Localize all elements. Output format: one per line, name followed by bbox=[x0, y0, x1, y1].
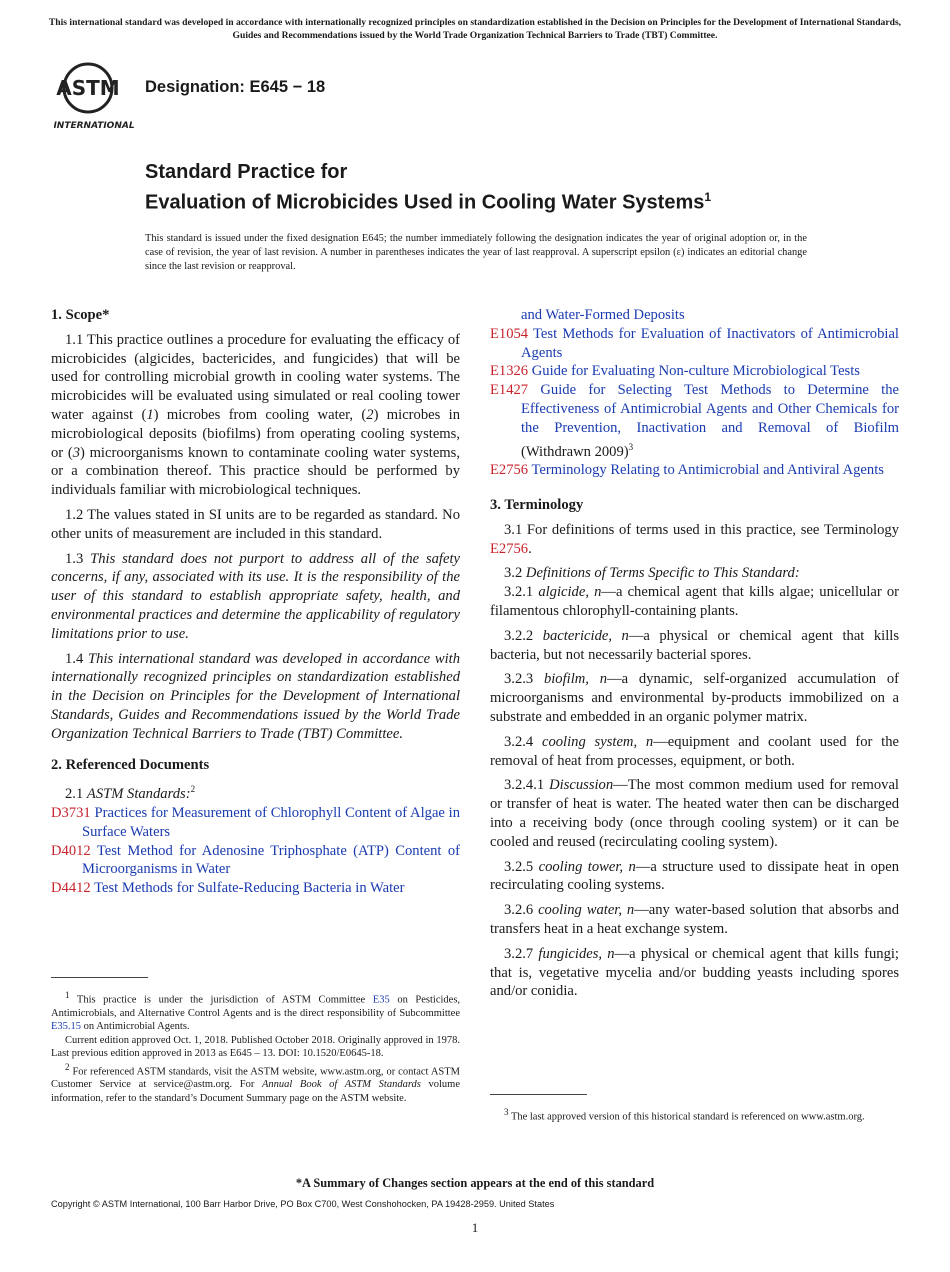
summary-of-changes-note: *A Summary of Changes section appears at the end of this standard bbox=[295, 1176, 655, 1190]
section-3-heading: 3. Terminology bbox=[490, 497, 584, 514]
reference-e2756[interactable]: E2756 Terminology Relating to Antimicrobial and Antiviral Agents bbox=[490, 462, 884, 479]
paragraph-1-1: 1.1 This practice outlines a procedure for evaluating the efficacy of microbicides (algicides, bactericides, and fungicides) that will be used for controlling microbial growth in cooling water systems. The microbicides will be evaluated using simulated or real cooling tower water against (1) microbes from cooling water, (2) microbes in microbiological deposits (biofilms) from operating cooling systems, or (3) microorganisms known to contaminate cooling water systems, or a combination thereof. This practice should be performed by individuals familiar with microbiological techniques. bbox=[51, 331, 460, 499]
document-title bbox=[145, 160, 905, 216]
footnote-2: $^2$ For referenced ASTM standards, visit the ASTM website, www.astm.org, or contact ASTM Customer Service at service@astm.org. For Annual Book of ASTM Standards volume information, refer to the standard’s Document Summary page on the ASTM website. bbox=[51, 1061, 461, 1104]
designation: Designation: E645 − 18 bbox=[145, 78, 326, 96]
copyright: Copyright © ASTM International, 100 Barr Harbor Drive, PO Box C700, West Conshohocken, PA 19428-2959. United States bbox=[51, 1199, 555, 1209]
paragraph-3-1: 3.1 For definitions of terms used in this practice, see Terminology E2756. bbox=[490, 521, 899, 557]
definition-cooling-system: 3.2.4 cooling system, n—equipment and coolant used for the removal of heat from processes, equipment, or both. bbox=[490, 733, 899, 769]
left-column bbox=[51, 306, 460, 898]
footnotes-left bbox=[51, 989, 460, 1105]
right-column bbox=[490, 306, 899, 1007]
definition-bactericide: 3.2.2 bactericide, n—a physical or chemical agent that kills bacteria, but not necessarily bacterial spores. bbox=[490, 627, 900, 663]
definition-biofilm: 3.2.3 biofilm, n—a dynamic, self-organized accumulation of microorganisms and environmental by-products immobilized on a substrate and embedded in an organic polymer matrix. bbox=[490, 671, 899, 725]
footnote-3: $^3$ The last approved version of this historical standard is referenced on www.astm.org. bbox=[504, 1107, 865, 1123]
definition-algicide: 3.2.1 algicide, n—a chemical agent that kills algae; unicellular or filamentous chlorophyll-containing plants. bbox=[490, 584, 899, 620]
footnote-divider-left bbox=[51, 977, 148, 978]
footnotes-right bbox=[490, 1106, 899, 1124]
paragraph-3-2: 3.2 Definitions of Terms Specific to This Standard: bbox=[504, 565, 800, 582]
paragraph-1-4: 1.4 This international standard was developed in accordance with internationally recognized principles on standardization established in the Decision on Principles for the Development of International Standards, Guides and Recommendations issued by the World Trade Organization Technical Barriers to Trade (TBT) Committee. bbox=[51, 650, 461, 742]
title-line1: Standard Practice for bbox=[145, 161, 348, 183]
wto-notice: This international standard was developed in accordance with internationally recognized principles on standardization established in the Decision on Principles for the Development of International Standards, Guides and Recommendations issued by the World Trade Organization Technical Barriers to Trade (TBT) Committee. bbox=[48, 17, 902, 41]
svg-text:ASTM: ASTM bbox=[56, 76, 120, 100]
paragraph-1-2: 1.2 The values stated in SI units are to be regarded as standard. No other units of measurement are included in this standard. bbox=[51, 506, 460, 542]
definition-fungicides: 3.2.7 fungicides, n—a physical or chemical agent that kills fungi; that is, vegetative mycelia and/or budding yeasts including spores and/or conidia. bbox=[490, 945, 899, 1000]
reference-d3731[interactable]: D3731 Practices for Measurement of Chlorophyll Content of Algae in Surface Waters bbox=[51, 804, 460, 840]
section-1-heading: 1. Scope* bbox=[51, 307, 110, 323]
issued-note: This standard is issued under the fixed designation E645; the number immediately following the designation indicates the year of original adoption or, in the case of revision, the year of last revision. A number in parentheses indicates the year of last reapproval. A superscript epsilon (ε) indicates an editorial change since the last revision or reapproval. bbox=[145, 233, 807, 272]
reference-e1054[interactable]: E1054 Test Methods for Evaluation of Inactivators of Antimicrobial Agents bbox=[490, 325, 899, 361]
link-e35[interactable]: E35 bbox=[372, 994, 390, 1006]
link-e35-15[interactable]: E35.15 bbox=[51, 1021, 82, 1033]
reference-d4012[interactable]: D4012 Test Method for Adenosine Triphosphate (ATP) Content of Microorganisms in Water bbox=[51, 842, 461, 878]
definition-cooling-tower: 3.2.5 cooling tower, n—a structure used to dissipate heat in open recirculating cooling systems. bbox=[490, 858, 899, 894]
footnote-1-edition: Current edition approved Oct. 1, 2018. Published October 2018. Originally approved in 1978. Last previous edition approved in 2013 as E645 – 13. DOI: 10.1520/E0645-18. bbox=[51, 1034, 460, 1060]
reference-e1326[interactable]: E1326 Guide for Evaluating Non-culture Microbiological Tests bbox=[490, 363, 860, 380]
astm-logo bbox=[54, 58, 134, 132]
svg-text:INTERNATIONAL: INTERNATIONAL bbox=[54, 121, 134, 131]
footnote-1: $^1$ This practice is under the jurisdiction of ASTM Committee E35 on Pesticides, Antimicrobials, and Alternative Control Agents and is the direct responsibility of Subcommittee E35.15 on Antimicrobial Agents. bbox=[51, 990, 461, 1033]
title-line2: Evaluation of Microbicides Used in Cooling Water Systems$^1$ bbox=[145, 190, 712, 214]
reference-d4412-continued[interactable]: and Water-Formed Deposits bbox=[521, 307, 685, 323]
section-2-heading: 2. Referenced Documents bbox=[51, 756, 210, 773]
page-number: 1 bbox=[471, 1220, 479, 1235]
link-e2756[interactable]: E2756 bbox=[490, 540, 529, 557]
paragraph-2-1: 2.1 ASTM Standards:$^2$ bbox=[65, 784, 196, 803]
reference-d4412[interactable]: D4412 Test Methods for Sulfate-Reducing Bacteria in Water bbox=[51, 880, 405, 897]
paragraph-1-3: 1.3 This standard does not purport to address all of the safety concerns, if any, associated with its use. It is the responsibility of the user of this standard to establish appropriate safety, health, and environmental practices and determine the applicability of regulatory limitations prior to use. bbox=[51, 550, 460, 642]
definition-discussion: 3.2.4.1 Discussion—The most common medium used for removal or transfer of heat is water. The heated water then can be discharged into a receiving body (once through cooling system) or it can be cooled and reused (recirculating cooling system). bbox=[490, 777, 899, 850]
reference-e1427[interactable]: E1427 Guide for Selecting Test Methods to Determine the Effectiveness of Antimicrobial Agents and Other Chemicals for the Prevention, Inactivation and Removal of Biofilm (Withdrawn 2009)$^3$ bbox=[490, 382, 899, 460]
title-footnote-mark[interactable]: 1 bbox=[704, 190, 712, 204]
definition-cooling-water: 3.2.6 cooling water, n—any water-based solution that absorbs and transfers heat in a heat exchange system. bbox=[490, 902, 900, 937]
footnote-divider-right bbox=[490, 1094, 587, 1095]
